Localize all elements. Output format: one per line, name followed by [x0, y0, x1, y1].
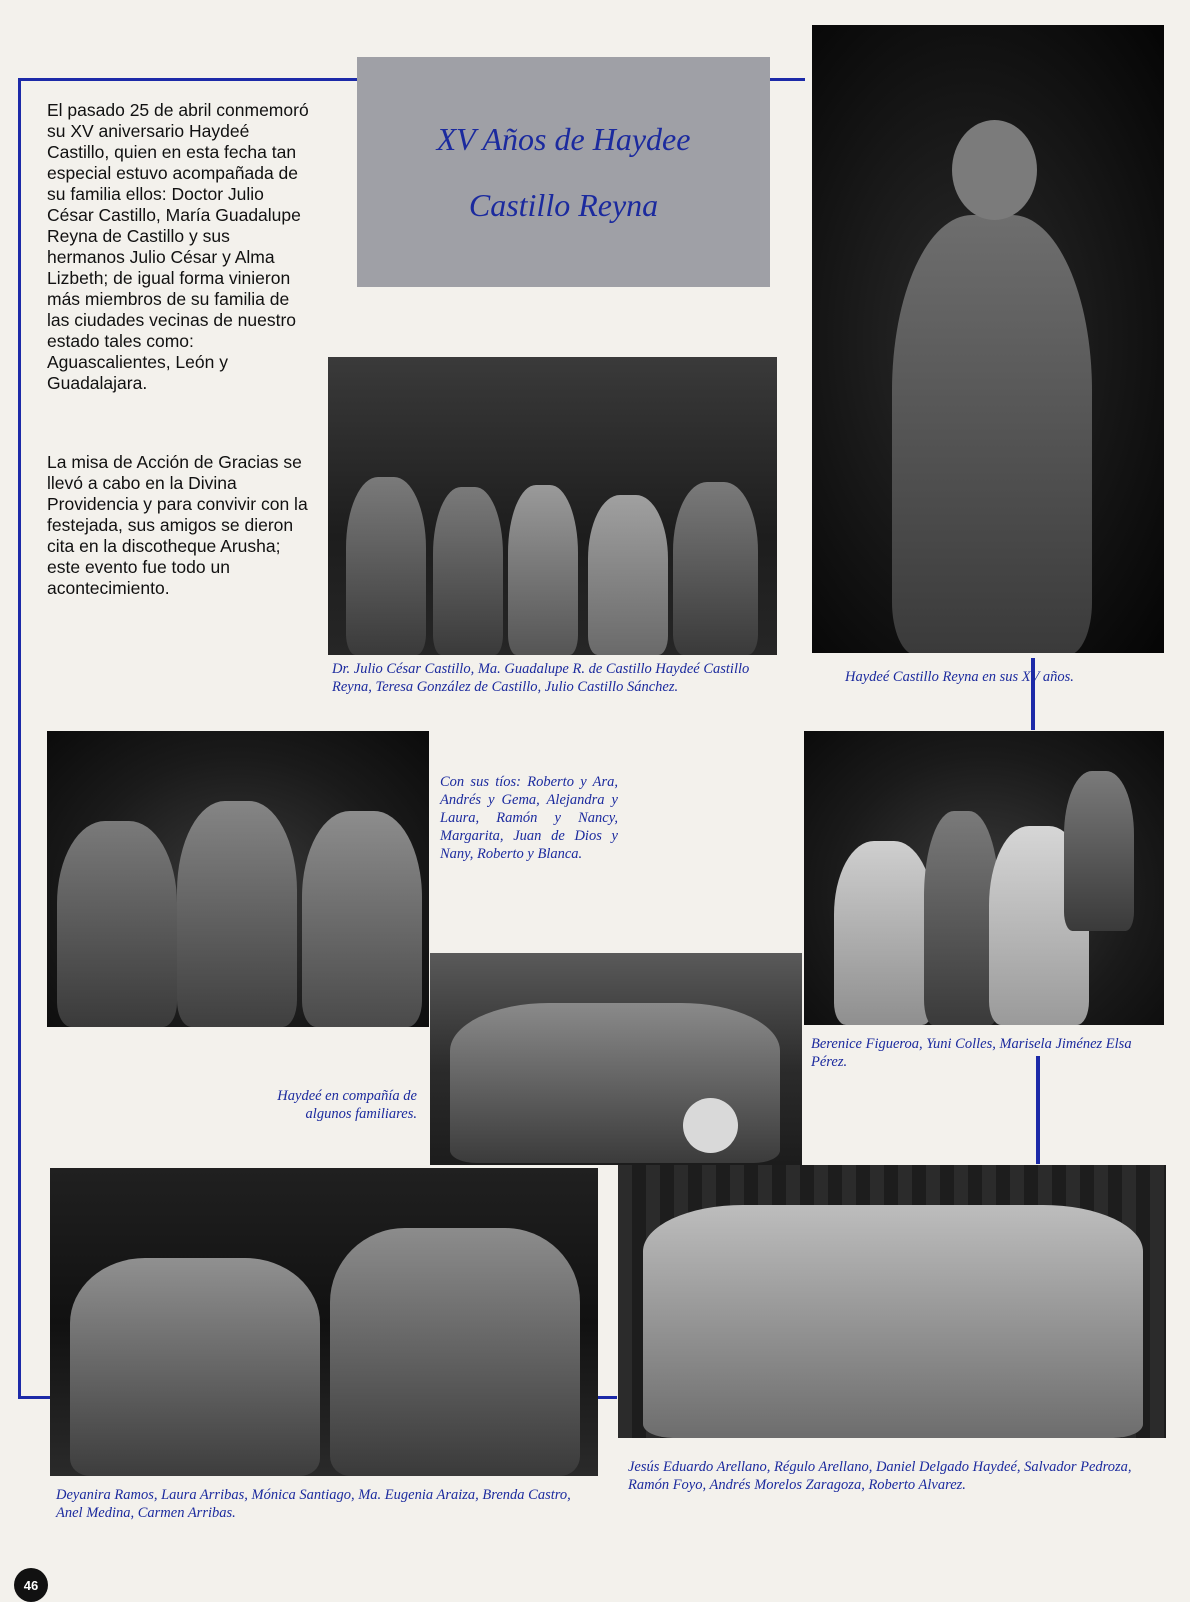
uncles-group-left	[57, 821, 177, 1027]
friends-seated-photo	[50, 1168, 598, 1476]
uncles-group-center	[177, 801, 297, 1027]
portrait-head	[952, 120, 1037, 220]
girl-4	[1064, 771, 1134, 931]
friends-group-right	[330, 1228, 580, 1476]
girl-2	[924, 811, 999, 1025]
uncles-group-right	[302, 811, 422, 1027]
article-title-line-2: Castillo Reyna	[468, 187, 659, 223]
family-person-4	[588, 495, 668, 655]
portrait-photo	[812, 25, 1164, 653]
uncles-photo	[47, 731, 429, 1027]
family-person-1	[346, 477, 426, 655]
body-paragraph-2: La misa de Acción de Gracias se llevó a cabo en la Divina Providencia y para convivir con la festejada, sus amigos se dieron cita en la discotheque Arusha; este evento fue todo un acontecimiento.	[47, 452, 308, 598]
boys-group	[643, 1205, 1143, 1438]
family-person-2	[433, 487, 503, 655]
boys-caption: Jesús Eduardo Arellano, Régulo Arellano, Daniel Delgado Haydeé, Salvador Pedroza, Ramón Foyo, Andrés Morelos Zaragoza, Roberto Alvarez.	[628, 1459, 1132, 1493]
girls-photo	[804, 731, 1164, 1025]
family-person-3	[508, 485, 578, 655]
family-photo	[328, 357, 777, 655]
relatives-photo	[430, 953, 802, 1165]
portrait-caption: Haydeé Castillo Reyna en sus XV años.	[845, 669, 1074, 685]
girl-1	[834, 841, 934, 1025]
page-number-badge: 46	[14, 1568, 48, 1602]
connector-line-lower	[1036, 1056, 1040, 1164]
friends-seated-caption: Deyanira Ramos, Laura Arribas, Mónica Santiago, Ma. Eugenia Araiza, Brenda Castro, Anel Medina, Carmen Arribas.	[56, 1487, 571, 1521]
frame-bottom-mid-line	[597, 1396, 617, 1399]
girls-caption: Berenice Figueroa, Yuni Colles, Marisela Jiménez Elsa Pérez.	[811, 1036, 1132, 1070]
relatives-balloon	[683, 1098, 738, 1153]
family-person-5	[673, 482, 758, 655]
uncles-caption: Con sus tíos: Roberto y Ara, Andrés y Gema, Alejandra y Laura, Ramón y Nancy, Margarita, Juan de Dios y Nany, Roberto y Blanca.	[440, 774, 618, 862]
article-title-line-1: XV Años de Haydee	[436, 121, 691, 157]
frame-bottom-line	[18, 1396, 53, 1399]
boys-photo	[618, 1165, 1166, 1438]
friends-group-left	[70, 1258, 320, 1476]
frame-left-line	[18, 78, 21, 1398]
relatives-caption: Haydeé en compañía de algunos familiares.	[277, 1088, 417, 1122]
portrait-figure	[892, 215, 1092, 653]
family-photo-caption: Dr. Julio César Castillo, Ma. Guadalupe R. de Castillo Haydeé Castillo Reyna, Teresa González de Castillo, Julio Castillo Sánchez.	[332, 661, 750, 695]
title-box	[357, 57, 770, 287]
body-paragraph-1: El pasado 25 de abril conmemoró su XV aniversario Haydeé Castillo, quien en esta fecha tan especial estuvo acompañada de su familia ellos: Doctor Julio César Castillo, María Guadalupe Reyna de Castillo y sus hermanos Julio César y Alma Lizbeth; de igual forma vinieron más miembros de su familia de las ciudades vecinas de nuestro estado tales como: Aguascalientes, León y Guadalajara.	[47, 100, 309, 393]
